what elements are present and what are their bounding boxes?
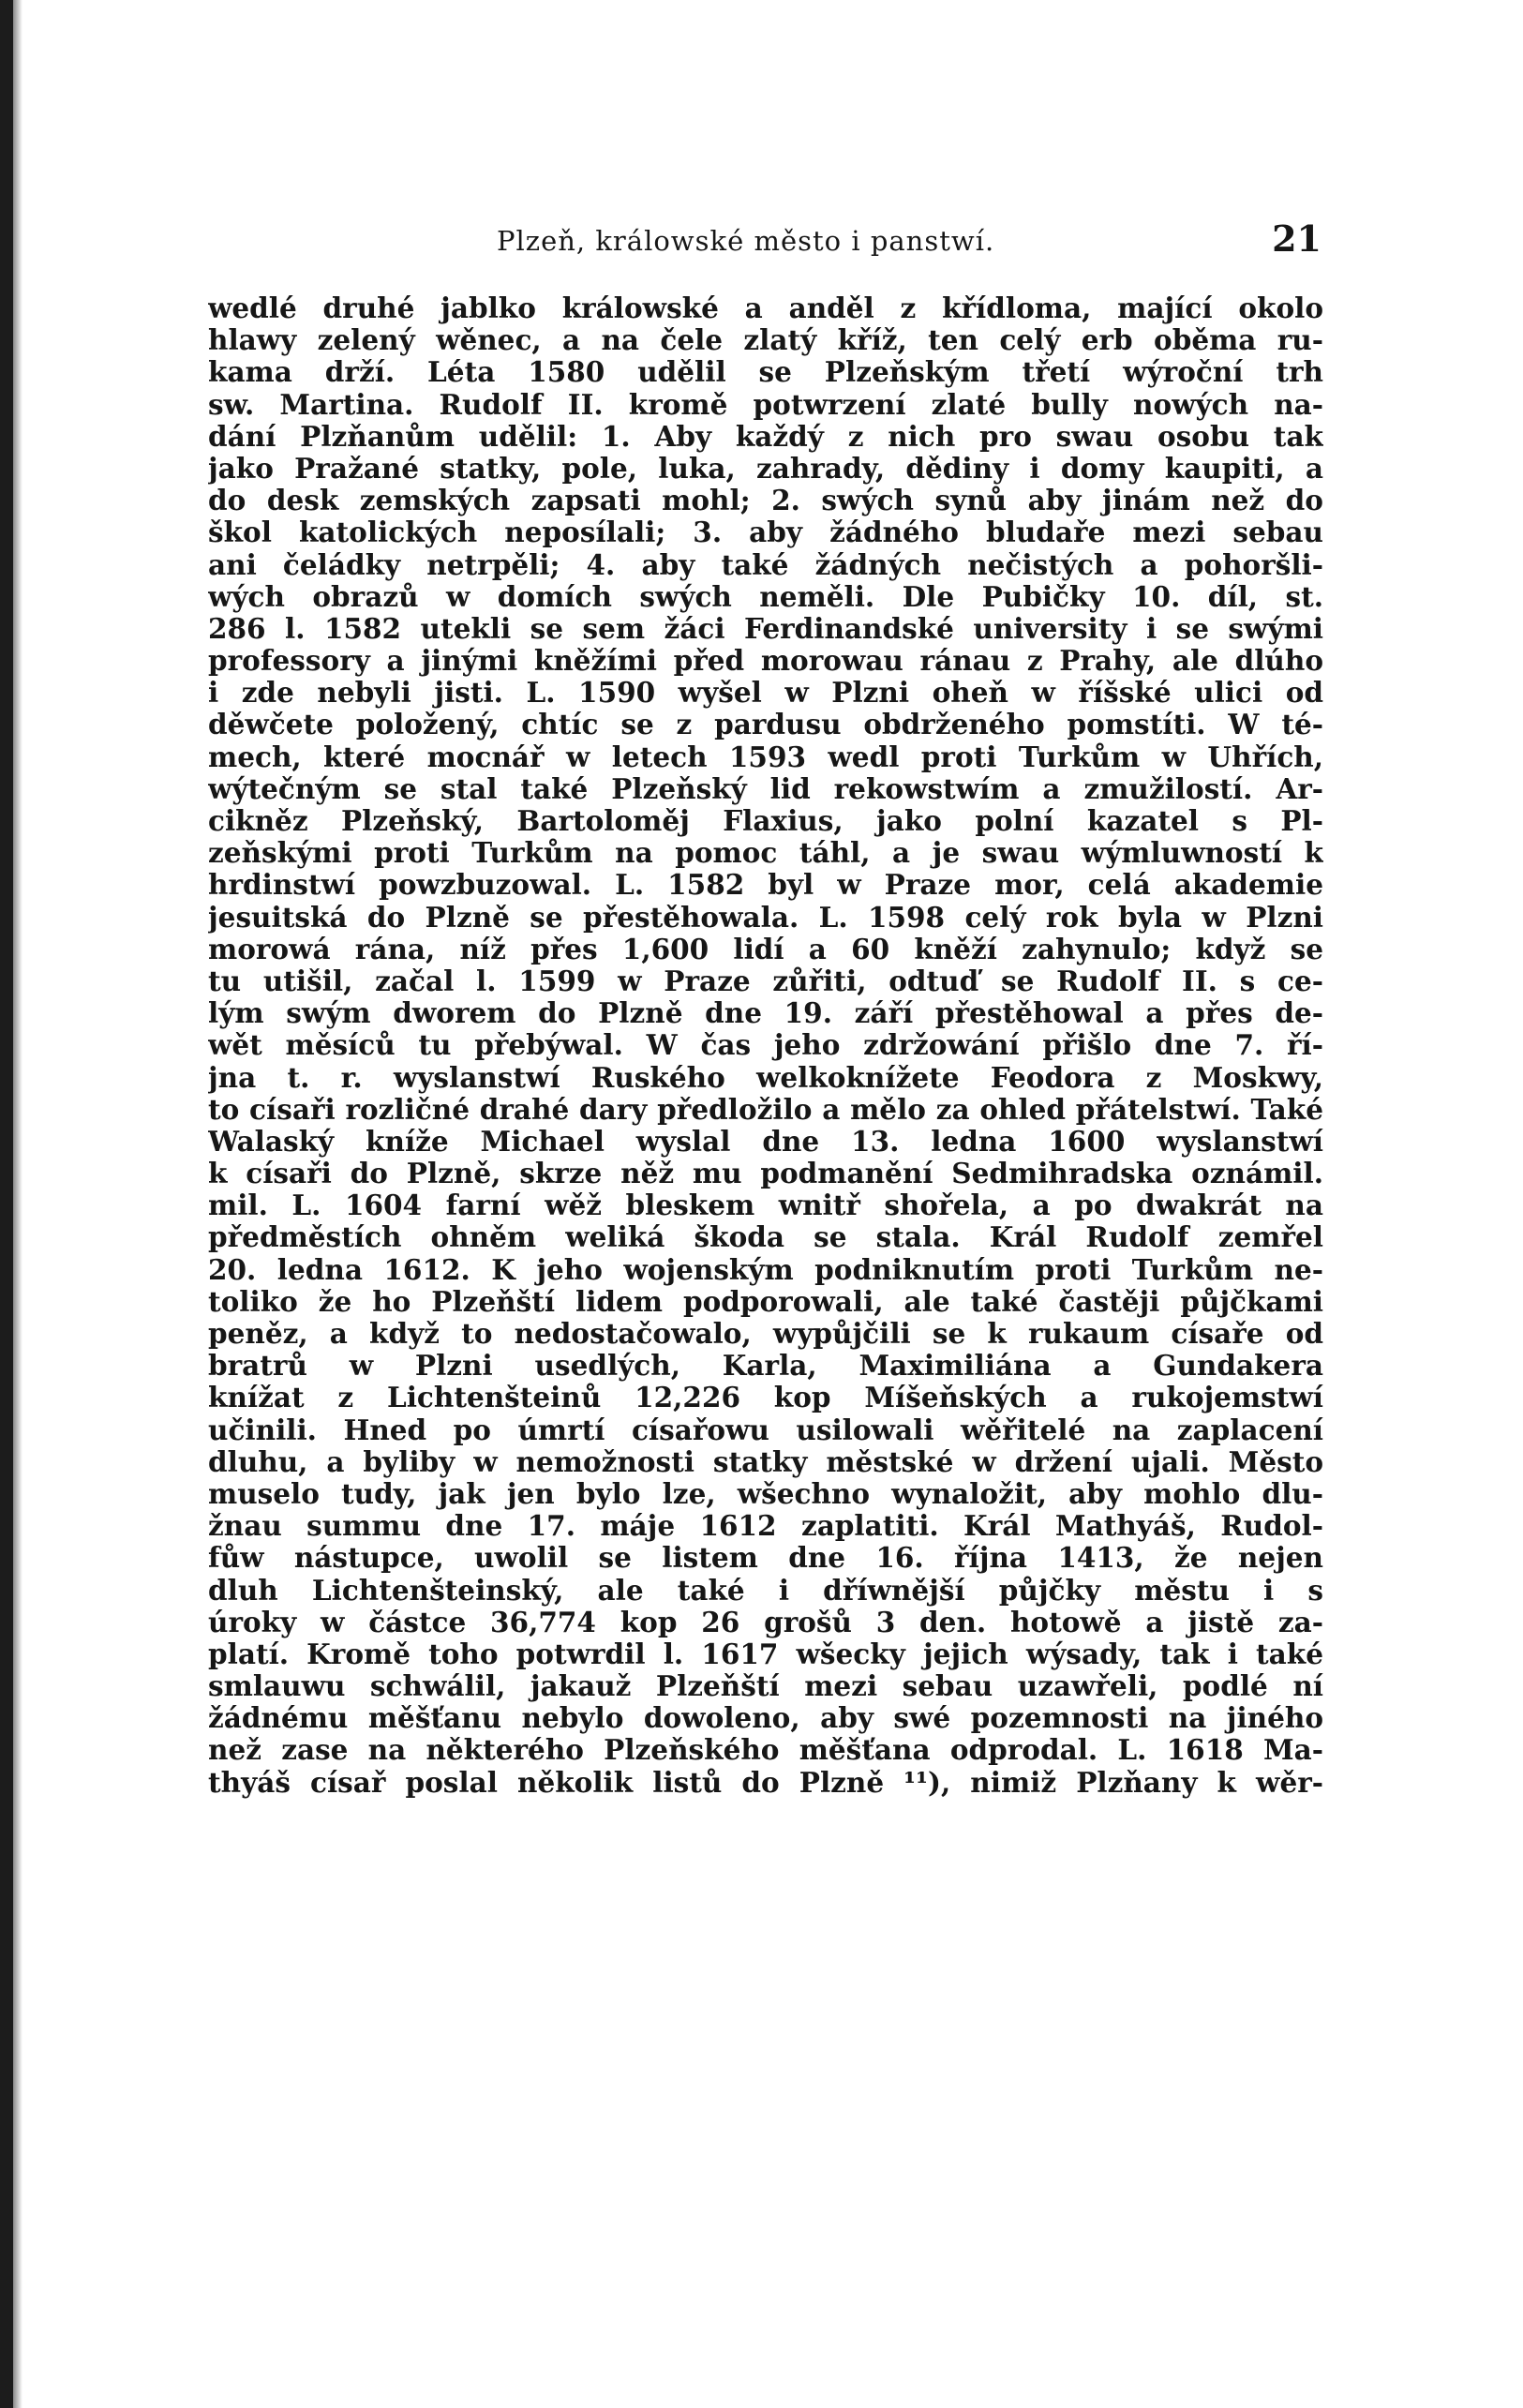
text-line: 20. ledna 1612. K jeho wojenským podniknutím proti Turkům ne- bbox=[208, 1253, 1323, 1286]
text-line: k císaři do Plzně, skrze něž mu podmanění Sedmihradska oznámil. bbox=[208, 1158, 1323, 1190]
text-line: učinili. Hned po úmrtí císařowu usilowali wěřitelé na zaplacení bbox=[208, 1413, 1323, 1446]
text-line: Walaský kníže Michael wyslal dne 13. ledna 1600 wyslanstwí bbox=[208, 1125, 1323, 1158]
text-line: zeňskými proti Turkům na pomoc táhl, a je swau wýmluwností k bbox=[208, 837, 1323, 870]
text-line: jako Pražané statky, pole, luka, zahrady, dědiny i domy kaupiti, a bbox=[208, 452, 1323, 485]
text-line: hrdinstwí powzbuzowal. L. 1582 byl w Praze mor, celá akademie bbox=[208, 869, 1323, 902]
text-line: do desk zemských zapsati mohl; 2. swých synů aby jinám než do bbox=[208, 485, 1323, 517]
text-line: žádnému měšťanu nebylo dowoleno, aby swé pozemnosti na jiného bbox=[208, 1702, 1323, 1735]
text-line: mech, které mocnář w letech 1593 wedl proti Turkům w Uhřích, bbox=[208, 740, 1323, 773]
text-line: jna t. r. wyslanstwí Ruského welkoknížete Feodora z Moskwy, bbox=[208, 1061, 1323, 1094]
text-line: wedlé druhé jablko králowské a anděl z křídloma, mající okolo bbox=[208, 292, 1323, 324]
text-line: wět měsíců tu přebýwal. W čas jeho zdržowání přišlo dne 7. ří- bbox=[208, 1029, 1323, 1062]
text-line: thyáš císař poslal několik listů do Plzně ¹¹), nimiž Plzňany k wěr- bbox=[208, 1766, 1323, 1799]
text-line: professory a jinými kněžími před morowau ránau z Prahy, ale dlúho bbox=[208, 645, 1323, 678]
text-line: lým swým dworem do Plzně dne 19. září přestěhowal a přes de- bbox=[208, 997, 1323, 1030]
text-line: to císaři rozličné drahé dary předložilo a mělo za ohled přátelstwí. Také bbox=[208, 1093, 1323, 1126]
text-line: knížat z Lichtenšteinů 12,226 kop Míšeňských a rukojemstwí bbox=[208, 1382, 1323, 1414]
text-line: toliko že ho Plzeňští lidem podporowali, ale také častěji půjčkami bbox=[208, 1285, 1323, 1318]
text-line: cikněz Plzeňský, Bartoloměj Flaxius, jako polní kazatel s Pl- bbox=[208, 805, 1323, 837]
text-line: děwčete položený, chtíc se z pardusu obdrženého pomstíti. W té- bbox=[208, 709, 1323, 741]
text-line: bratrů w Plzni usedlých, Karla, Maximiliána a Gundakera bbox=[208, 1350, 1323, 1383]
text-line: 286 l. 1582 utekli se sem žáci Ferdinandské university i se swými bbox=[208, 612, 1323, 645]
scan-page-shadow bbox=[13, 0, 22, 2408]
text-line: žnau summu dne 17. máje 1612 zaplatiti. Král Mathyáš, Rudol- bbox=[208, 1510, 1323, 1543]
text-line: sw. Martina. Rudolf II. kromě potwrzení zlaté bully nowých na- bbox=[208, 388, 1323, 421]
text-line: smlauwu schwálil, jakauž Plzeňští mezi sebau uzawřeli, podlé ní bbox=[208, 1670, 1323, 1703]
text-line: jesuitská do Plzně se přestěhowala. L. 1598 celý rok byla w Plzni bbox=[208, 901, 1323, 934]
text-line: předměstích ohněm weliká škoda se stala. Král Rudolf zemřel bbox=[208, 1221, 1323, 1254]
text-line: než zase na některého Plzeňského měšťana odprodal. L. 1618 Ma- bbox=[208, 1734, 1323, 1767]
text-line: škol katolických neposílali; 3. aby žádného bludaře mezi sebau bbox=[208, 516, 1323, 549]
text-line: fůw nástupce, uwolil se listem dne 16. října 1413, že nejen bbox=[208, 1542, 1323, 1575]
text-line: platí. Kromě toho potwrdil l. 1617 wšecky jejich wýsady, tak i také bbox=[208, 1638, 1323, 1670]
text-line: dluhu, a byliby w nemožnosti statky městské w držení ujali. Město bbox=[208, 1445, 1323, 1478]
page-number: 21 bbox=[1272, 217, 1321, 260]
text-line: muselo tudy, jak jen bylo lze, wšechno wynaložit, aby mohlo dlu- bbox=[208, 1477, 1323, 1510]
body-text bbox=[208, 292, 1323, 1799]
text-line: ani čeládky netrpěli; 4. aby také žádných nečistých a pohoršli- bbox=[208, 548, 1323, 581]
scan-page-edge bbox=[0, 0, 13, 2408]
text-line: hlawy zelený wěnec, a na čele zlatý kříž, ten celý erb oběma ru- bbox=[208, 324, 1323, 357]
text-line: dluh Lichtenšteinský, ale také i dříwnější půjčky městu i s bbox=[208, 1574, 1323, 1607]
text-line: dání Plzňanům udělil: 1. Aby každý z nich pro swau osobu tak bbox=[208, 420, 1323, 453]
text-line: i zde nebyli jisti. L. 1590 wyšel w Plzni oheň w říšské ulici od bbox=[208, 677, 1323, 710]
text-line: morowá rána, níž přes 1,600 lidí a 60 kněží zahynulo; když se bbox=[208, 933, 1323, 965]
text-line: tu utišil, začal l. 1599 w Praze zůřiti, odtuď se Rudolf II. s ce- bbox=[208, 965, 1323, 997]
text-line: kama drží. Léta 1580 udělil se Plzeňským třetí wýroční trh bbox=[208, 356, 1323, 389]
running-title: Plzeň, králowské město i panstwí. bbox=[497, 225, 995, 257]
text-line: wýtečným se stal také Plzeňský lid rekowstwím a zmužilostí. Ar- bbox=[208, 772, 1323, 805]
text-line: wých obrazů w domích swých neměli. Dle Pubičky 10. díl, st. bbox=[208, 580, 1323, 613]
text-line: úroky w částce 36,774 kop 26 grošů 3 den. hotowě a jistě za- bbox=[208, 1606, 1323, 1638]
text-line: mil. L. 1604 farní wěž bleskem wnitř shořela, a po dwakrát na bbox=[208, 1189, 1323, 1222]
text-line: peněz, a když to nedostačowalo, wypůjčili se k rukaum císaře od bbox=[208, 1318, 1323, 1350]
page-header bbox=[206, 217, 1321, 264]
